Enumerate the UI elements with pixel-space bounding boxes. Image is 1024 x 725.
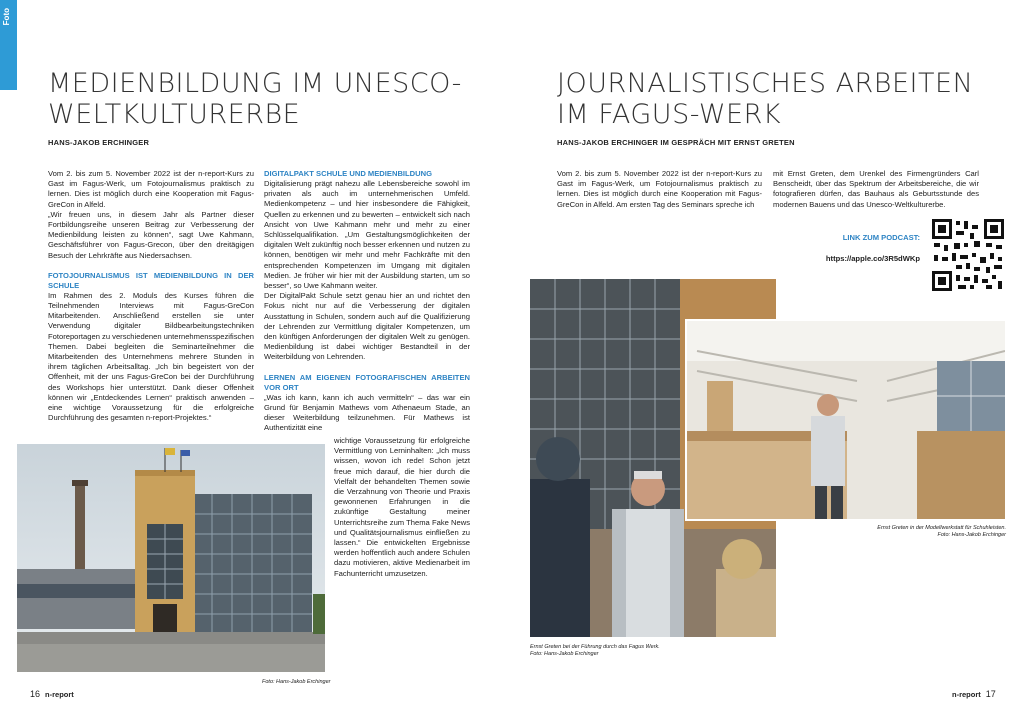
left-quote: „Wir freuen uns, in diesem Jahr als Partner dieser Fortbildungsreihe unseren Beitrag zur Verbesserung der Medienbildung leisten zu können“, sagt Uwe Kahmann, Geschäftsführer von Fagus-Grecon, über den dreitägigen Besuch der Lehrkräfte aus Niedersachsen. bbox=[48, 209, 254, 260]
right-author: HANS-JAKOB ERCHINGER IM GESPRÄCH MIT ERNST GRETEN bbox=[557, 138, 795, 147]
left-subheading-1: FOTOJOURNALISMUS IST MEDIENBILDUNG IN DER SCHULE bbox=[48, 270, 254, 290]
right-intro: Vom 2. bis zum 5. November 2022 ist der n-report-Kurs zu Gast im Fagus-Werk, um Fotojournalismus praktisch zu lernen. Dies ist möglich durch eine Kooperation mit Fagus-GreCon in Alfeld. Am ersten Tag des Seminars spreche ich bbox=[557, 169, 762, 209]
workshop-photo bbox=[685, 319, 1007, 521]
tour-caption-line-1: Ernst Greten bei der Führung durch das Fagus Werk. bbox=[530, 644, 660, 650]
workshop-caption-line-2: Foto: Hans-Jakob Erchinger bbox=[937, 532, 1006, 538]
left-headline: MEDIENBILDUNG IM UNESCO-WELTKULTURERBE bbox=[48, 68, 462, 130]
left-subheading-2: DIGITALPAKT SCHULE UND MEDIENBILDUNG bbox=[264, 169, 433, 178]
left-footer bbox=[30, 689, 74, 699]
left-body-1: Im Rahmen des 2. Moduls des Kurses führen die Teilnehmenden Interviews mit Fagus-GreCon Mitarbeitenden. Anschließend erstellen sie unter Verwendung digitaler Bildbearbeitungstechniken Fotoreportagen zu verschiedenen unternehmensspezifischen Themen. Dabei begleiten die Seminarteilnehmer die Mitarbeitenden des Unternehmens mehrere Stunden in ihrem täglichen Arbeitsalltag. „Ich bin begeistert von der Offenheit, mit der uns Fagus-GreCon bei der Durchführung des Workshops hier unterstützt. Dank dieser Offenheit können wir „Entdeckendes Lernen“ praktisch anwenden – eine wichtige Voraussetzung für die erfolgreiche Durchführung des gesamten n-report-Projektes.“ bbox=[48, 290, 255, 423]
left-author: HANS-JAKOB ERCHINGER bbox=[48, 138, 150, 147]
right-intro-cont: mit Ernst Greten, dem Urenkel des Firmengründers Carl Benscheidt, über das Spektrum der Arbeitsbereiche, die wir fotografieren dürfen, das Bauhaus als Geburtsstunde des modernen Bauens und das Unesco-Weltkulturerbe. bbox=[773, 169, 979, 209]
left-body-5: wichtige Voraussetzung für erfolgreiche Vermittlung von Lerninhalten: „Ich muss wissen, wovon ich rede! Schon jetzt freue mich darauf, die hier durch die Vielfalt der behandelten Themen sowie die Verzahnung von Theorie und Praxis gewonnenen Erfahrungen in die zukünftige Gestaltung meiner Unterrichtsreihe zum Thema Fake News und Qualitätsjournalismus einfließen zu lassen.“ Die entwickelten Ergebnisse werden hoffentlich auch andere Schulen dazu motivieren, aktive Medienarbeit im Fachunterricht umzusetzen. bbox=[334, 436, 470, 578]
fagus-building-photo bbox=[17, 444, 325, 672]
section-tab-label: Foto bbox=[2, 8, 11, 26]
right-column-1 bbox=[557, 169, 762, 210]
right-footer bbox=[952, 689, 996, 699]
left-column-2-wrap bbox=[334, 436, 470, 579]
left-body-3: Der DigitalPakt Schule setzt genau hier an und richtet den Fokus nicht nur auf die Verbesserung der digitalen Ausstattung in Schulen, sondern auch auf die Qualifizierung der Lehrenden zur Vermittlung digitaler Kompetenzen, um den künftigen Anforderungen der digitalen Welt zu genügen. Medienbildung ist dabei wichtiger Bestandteil in der Weiterbildung von Lehrenden. bbox=[264, 291, 470, 362]
left-subheading-3: LERNEN AM EIGENEN FOTOGRAFISCHEN ARBEITEN VOR ORT bbox=[264, 372, 470, 392]
workshop-caption-line-1: Ernst Greten in der Modellwerkstatt für Schuhleisten. bbox=[877, 525, 1006, 531]
left-body-4: „Was ich kann, kann ich auch vermitteln“ – das war ein Grund für Benjamin Mathews vom Athenaeum Stade, an dieser Weiterbildung teilzunehmen. Für Mathews ist Authentizität eine bbox=[264, 392, 470, 433]
tour-photo-caption bbox=[530, 644, 660, 658]
left-photo-caption: Foto: Hans-Jakob Erchinger bbox=[262, 679, 331, 685]
right-page-number: 17 bbox=[985, 689, 996, 699]
tour-caption-line-2: Foto: Hans-Jakob Erchinger bbox=[530, 651, 599, 657]
left-brand: n-report bbox=[45, 690, 74, 699]
right-column-2 bbox=[773, 169, 979, 210]
podcast-label: LINK ZUM PODCAST: bbox=[842, 233, 920, 242]
right-brand: n-report bbox=[952, 690, 981, 699]
right-headline: JOURNALISTISCHES ARBEITEN IM FAGUS-WERK bbox=[557, 68, 974, 130]
left-column-1 bbox=[48, 169, 254, 423]
qr-code[interactable] bbox=[930, 217, 1006, 293]
left-column-2 bbox=[264, 169, 470, 433]
workshop-photo-caption bbox=[872, 525, 1006, 539]
podcast-link[interactable]: https://apple.co/3R5dWKp bbox=[825, 254, 920, 263]
left-page-number: 16 bbox=[30, 689, 41, 699]
left-body-2: Digitalisierung prägt nahezu alle Lebensbereiche sowohl im privaten als auch im unternehmerischen Umfeld. Medienkompetenz – und hier insbesondere die Fähigkeit, Quellen zu erkennen und zu bewerten – entwickelt sich nach Ansicht von Uwe Kahmann mehr und mehr zu einer Schlüsselqualifikation. „Um Gestaltungsmöglichkeiten der digitalen Welt zukünftig noch besser erkennen und nutzen zu können, benötigen wir mehr und mehr Fachkräfte mit den entsprechenden Kompetenzen im Umgang mit digitalen Medien. Je früher wir hier mit der Ausbildung starten, um so besser“, so Uwe Kahmann weiter. bbox=[264, 179, 470, 291]
section-tab bbox=[0, 0, 17, 90]
left-intro: Vom 2. bis zum 5. November 2022 ist der n-report-Kurs zu Gast im Fagus-Werk, um Fotojournalismus praktisch zu lernen. Dies ist möglich durch eine Kooperation mit Fagus-GreCon in Alfeld. bbox=[48, 169, 254, 209]
